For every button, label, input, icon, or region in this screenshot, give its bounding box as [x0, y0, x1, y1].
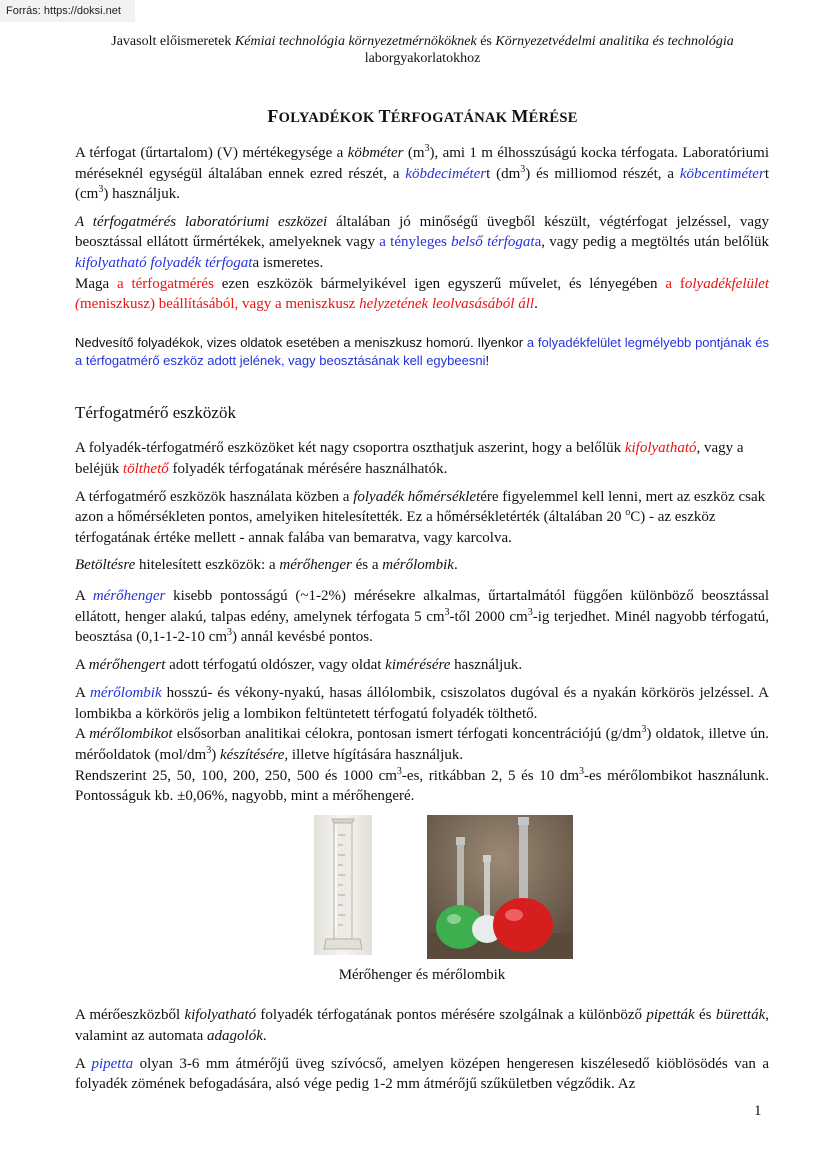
paragraph-two-groups: A folyadék-térfogatmérő eszközöket két nagy csoportra oszthatjuk aszerint, hogy a belőlük kifolyatható, vagy a beléjük tölthető folyadék térfogatának mérésére használhatók.: [75, 440, 744, 477]
paragraph-meniscus: Maga a térfogatmérés ezen eszközök bármelyikével igen egyszerű művelet, és lényegében a folyadékfelület (meniszkusz) beállításából, vagy a meniszkusz helyzetének leolvasásából áll.: [75, 275, 770, 313]
title-word-3: ÉRÉSE: [528, 110, 578, 126]
title-word-2: ÉRFOGATÁNAK: [390, 110, 512, 126]
header-line-2: laborgyakorlatokhoz: [364, 51, 481, 66]
page-number: 1: [754, 1103, 762, 1119]
figure-caption: Mérőhenger és mérőlombik: [338, 966, 506, 983]
paragraph-flask-sizes: Rendszerint 25, 50, 100, 200, 250, 500 és 1000 $cm^3-es$, ritkábban 2, 5 és 10 $dm^3-es$ mérőlombikot használunk. Pontosságuk kb. ±0,06%, nagyobb, mint a mérőhengeré.: [75, 765, 769, 805]
paragraph-cylinder-usage: A mérőhengert adott térfogatú oldószer, vagy oldat kimérésére használjuk.: [75, 656, 523, 673]
paragraph-flask-usage: A mérőlombikot elsősorban analitikai célokra, pontosan ismert térfogati koncentrációjú $(g/dm^3)$ oldatok, illetve ún. mérőoldatok $(mol/dm^3)$ készítésére, illetve hígítására használjuk.: [75, 724, 769, 764]
graduated-cylinder-drawing: [314, 815, 372, 955]
header-course-2: Környezetvédelmi analitika és technológia: [495, 34, 734, 49]
header-and: és: [476, 34, 496, 49]
header-pre: Javasolt előismeretek: [111, 34, 235, 49]
volumetric-flasks-photo: [427, 815, 573, 959]
title-cap-1: F: [267, 106, 279, 126]
paragraph-lab-tools: A térfogatmérés laboratóriumi eszközei általában jó minőségű üvegből készült, végtérfogat jelzéssel, vagy beosztással ellátott űrmértékek, amelyeknek vagy a tényleges belső térfogata, vagy pedig a megtöltés után belőlük kifolyatható folyadék térfogata ismeretes.: [75, 213, 769, 271]
paragraph-pipettes-intro: A mérőeszközből kifolyatható folyadék térfogatának pontos mérésére szolgálnak a különböző pipetták és büretták, valamint az automata adagolók.: [75, 1007, 770, 1045]
title-cap-2: T: [378, 106, 391, 126]
main-content: [75, 143, 769, 1095]
source-label: Forrás: https://doksi.net: [0, 0, 135, 22]
paragraph-volumetric-flask: A mérőlombik hosszú- és vékony-nyakú, hasas állólombik, csiszolatos dugóval és a nyakán körkörös jelzéssel. A lombikba a körkörös jelig a lombikon feltüntetett térfogatú folyadék tölthető.: [75, 685, 769, 722]
paragraph-graduated-cylinder: A mérőhenger kisebb pontosságú (~1-2%) mérésekre alkalmas, űrtartalmától függően különböző beosztással ellátott, henger alakú, talpas edény, amelynek térfogata 5 $cm^3$-től 2000 $cm^3-ig$ terjedhet. Minél nagyobb térfogatú, beosztása (0,1-1-2-10 $cm^3$) annál kevésbé pontos.: [75, 587, 769, 646]
page-title: [60, 106, 785, 127]
paragraph-pipette: A pipetta olyan 3-6 mm átmérőjű üveg szívócső, amelyen középen hengeresen kiszélesedő kiöblösödés van a folyadék zömének befogadására, alsó vége pedig 1-2 mm átmérőjű szűkületben végződik. Az: [75, 1055, 769, 1093]
header-course-1: Kémiai technológia környezetmérnököknek: [234, 34, 477, 49]
paragraph-fill-calibrated: Betöltésre hitelesített eszközök: a mérőhenger és a mérőlombik.: [75, 557, 458, 574]
paragraph-volume-units: A térfogat (űrtartalom) (V) mértékegysége a köbméter $(m^3)$, ami 1 m élhosszúságú kocka térfogata. Laboratóriumi méréseknél egységül általában ennek ezred részét, a köbdecimétert $(dm^3)$ és milliomod részét, a köbcentimétert $(cm^3)$ használjuk.: [75, 143, 769, 203]
title-word-1: OLYADÉKOK: [278, 110, 379, 126]
graduated-cylinder-photo: [314, 815, 372, 955]
title-cap-3: M: [511, 106, 529, 126]
paragraph-temperature: A térfogatmérő eszközök használata közben a folyadék hőmérsékletére figyelemmel kell lenni, mert az eszköz csak azon a hőmérsékleten pontos, amelyiken hitelesítették. Ez a hőmérsékletérték (általában 20 $^o$C) - az eszköz térfogatának értéke mellett - annak falába van bemaratva, vagy karcolva.: [75, 488, 766, 546]
note-wetting-liquids: Nedvesítő folyadékok, vizes oldatok esetében a meniszkusz homorú. Ilyenkor a folyadékfelület legmélyebb pontjának és a térfogatmérő eszköz adott jelének, vagy beosztásának kell egybeesni!: [75, 334, 769, 368]
volumetric-flasks-drawing: [427, 815, 573, 959]
figure-area: [75, 807, 769, 957]
section-heading: Térfogatmérő eszközök: [75, 402, 236, 422]
course-header: [60, 33, 785, 67]
